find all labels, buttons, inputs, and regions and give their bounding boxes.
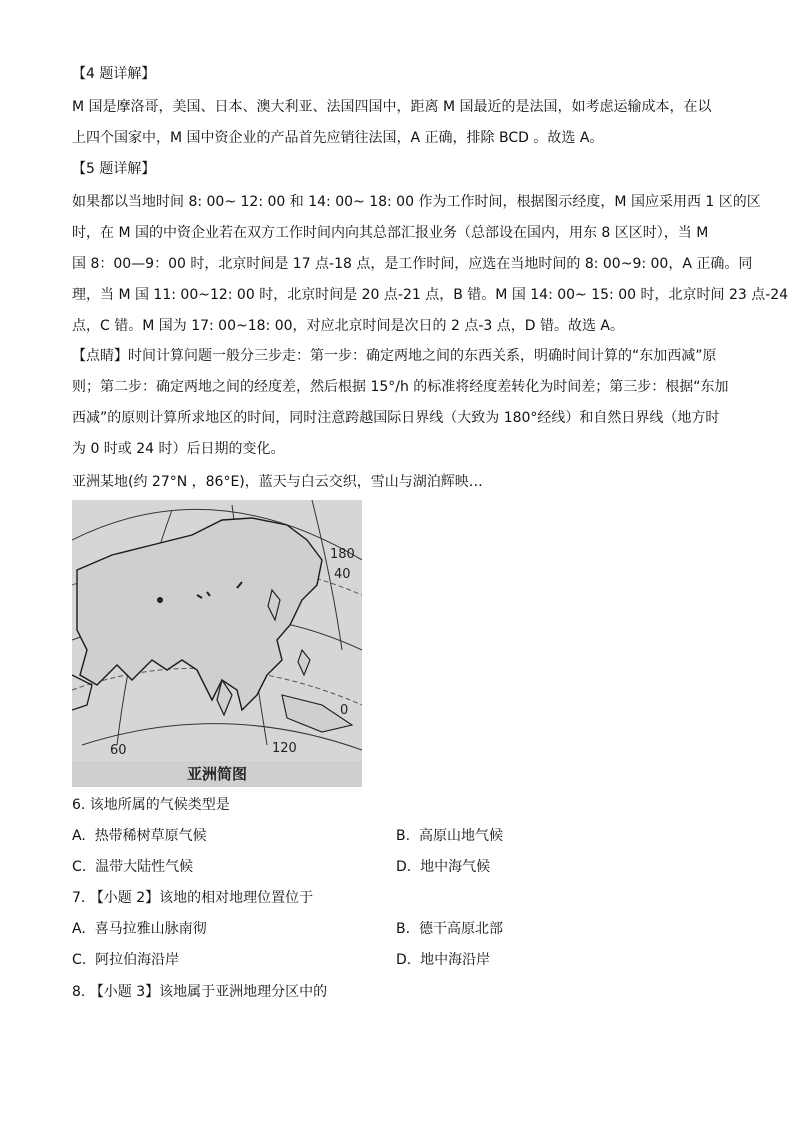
q5-line-5: 点，C 错。M 国为 17: 00~18: 00，对应北京时间是次日的 2 点-3 点，D 错。故选 A。 (72, 318, 625, 334)
q7-option-a (72, 919, 207, 940)
q7-option-d (396, 950, 490, 971)
option-letter: B. (396, 921, 411, 937)
asia-map (72, 500, 362, 787)
q5-line-3: 国 8：00—9：00 时，北京时间是 17 点-18 点，是工作时间，应选在当地时间的 8: 00~9: 00，A 正确。同 (72, 256, 753, 272)
label-0: 0 (340, 703, 349, 718)
q5-line-2: 时，在 M 国的中资企业若在双方工作时间内向其总部汇报业务（总部设在国内，用东 8 区区时），当 M (72, 225, 709, 241)
q4-line-2: 上四个国家中，M 国中资企业的产品首先应销往法国，A 正确，排除 BCD 。故选 A。 (72, 130, 604, 146)
tip-line-3: 西减”的原则计算所求地区的时间，同时注意跨越国际日界线（大致为 180°经线）和自然日界线（地方时 (72, 410, 720, 426)
q6-option-a (72, 826, 207, 847)
q4-line-1: M 国是摩洛哥，美国、日本、澳大利亚、法国四国中，距离 M 国最近的是法国，如考虑运输成本，在以 (72, 99, 712, 115)
q6-option-b (396, 826, 503, 847)
label-40: 40 (334, 567, 351, 582)
q7-stem: 7. 【小题 2】该地的相对地理位置位于 (72, 890, 314, 906)
option-text: 地中海沿岸 (420, 952, 491, 968)
q6-option-d (396, 857, 490, 878)
option-text: 温带大陆性气候 (95, 859, 194, 875)
tip-line-4: 为 0 时或 24 时）后日期的变化。 (72, 441, 285, 457)
option-letter: C. (72, 952, 87, 968)
option-text: 喜马拉雅山脉南彻 (94, 921, 207, 937)
q6-stem: 6. 该地所属的气候类型是 (72, 797, 230, 813)
option-letter: C. (72, 859, 87, 875)
q7-option-c (72, 950, 179, 971)
option-text: 高原山地气候 (418, 828, 503, 844)
tip-line-1: 【点睛】时间计算问题一般分三步走：第一步：确定两地之间的东西关系，明确时间计算的“东加西减”原 (72, 348, 717, 364)
option-text: 阿拉伯海沿岸 (95, 952, 180, 968)
option-text: 热带稀树草原气候 (94, 828, 207, 844)
option-letter: B. (396, 828, 411, 844)
asia-map-graphic (72, 500, 362, 761)
q6-option-c (72, 857, 193, 878)
option-letter: A. (72, 921, 86, 937)
tip-line-2: 则；第二步：确定两地之间的经度差，然后根据 15°/h 的标准将经度差转化为时间差；第三步：根据“东加 (72, 379, 729, 395)
option-text: 地中海气候 (420, 859, 491, 875)
map-caption: 亚洲简图 (72, 761, 362, 787)
label-60: 60 (110, 743, 127, 758)
option-letter: D. (396, 859, 412, 875)
q5-line-4: 理，当 M 国 11: 00~12: 00 时，北京时间是 20 点-21 点，B 错。M 国 14: 00~ 15: 00 时，北京时间 23 点-24 (72, 287, 789, 303)
intro-text: 亚洲某地(约 27°N ，86°E)，蓝天与白云交织，雪山与湖泊辉映… (72, 474, 483, 490)
option-text: 德干高原北部 (418, 921, 503, 937)
label-180: 180 (330, 547, 355, 562)
option-letter: A. (72, 828, 86, 844)
option-letter: D. (396, 952, 412, 968)
label-120: 120 (272, 741, 297, 756)
q8-stem: 8. 【小题 3】该地属于亚洲地理分区中的 (72, 984, 328, 1000)
q4-header: 【4 题详解】 (72, 66, 156, 82)
q5-header: 【5 题详解】 (72, 161, 156, 177)
q7-option-b (396, 919, 503, 940)
q5-line-1: 如果都以当地时间 8: 00~ 12: 00 和 14: 00~ 18: 00 作为工作时间，根据图示经度，M 国应采用西 1 区的区 (72, 194, 761, 210)
